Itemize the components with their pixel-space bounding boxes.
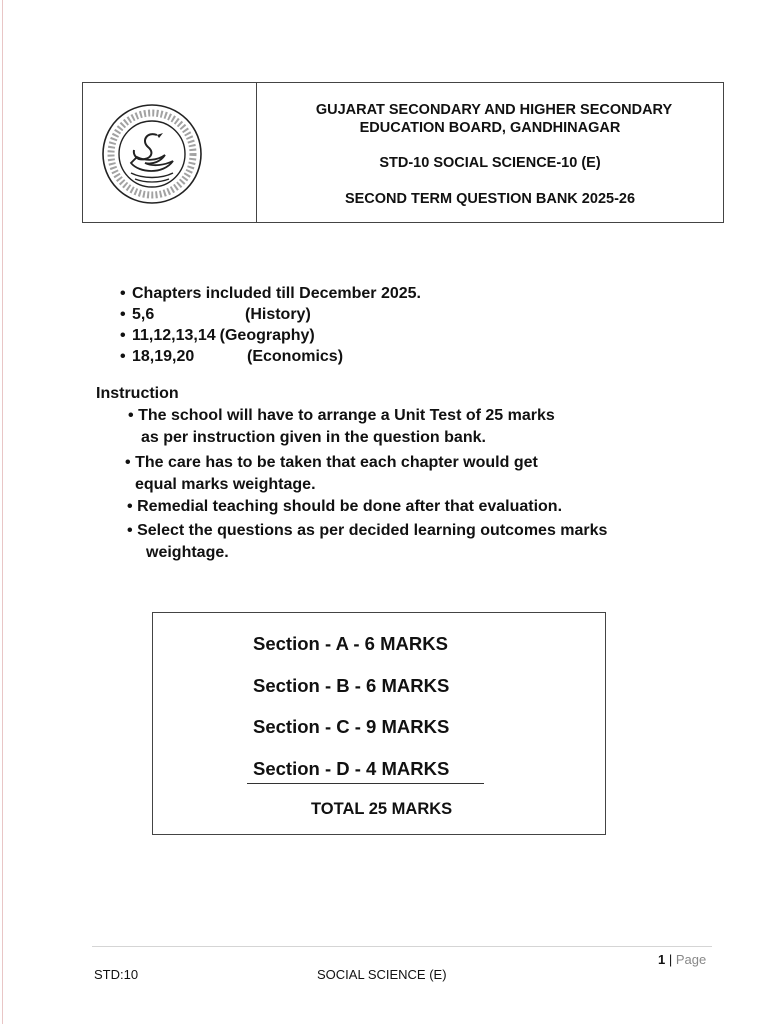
board-name-line1: GUJARAT SECONDARY AND HIGHER SECONDARY bbox=[315, 102, 673, 118]
bullet: • bbox=[125, 454, 131, 471]
logo-cell bbox=[83, 83, 257, 222]
footer-std: STD:10 bbox=[94, 967, 139, 982]
chapter-numbers: 11,12,13,14 bbox=[132, 327, 216, 344]
instruction-item: • The care has to be taken that each chapter would get equal marks weightage. bbox=[125, 454, 538, 493]
chapter-item-geography bbox=[120, 325, 421, 346]
chapter-subject: (Geography) bbox=[219, 327, 315, 344]
subject-title: STD-10 SOCIAL SCIENCE-10 (E) bbox=[379, 155, 601, 171]
instruction-item: • The school will have to arrange a Unit Test of 25 marks as per instruction given in the question bank. bbox=[128, 407, 555, 446]
page-number: 1 | Page bbox=[658, 952, 707, 967]
bullet: • bbox=[127, 522, 133, 539]
board-name-line2: EDUCATION BOARD, GANDHINAGAR bbox=[359, 120, 621, 136]
chapter-subject: (Economics) bbox=[247, 348, 344, 365]
section-b-marks: Section - B - 6 MARKS bbox=[253, 675, 450, 696]
chapters-list bbox=[120, 283, 421, 367]
footer-divider bbox=[92, 946, 712, 947]
bullet: • bbox=[128, 407, 134, 424]
section-c-marks: Section - C - 9 MARKS bbox=[253, 716, 450, 737]
bullet: • bbox=[127, 498, 133, 515]
total-divider bbox=[247, 783, 484, 784]
bullet: • bbox=[120, 348, 126, 365]
board-seal-swan-icon bbox=[101, 103, 203, 205]
total-marks: TOTAL 25 MARKS bbox=[311, 800, 453, 818]
chapter-numbers: 5,6 bbox=[132, 306, 155, 323]
chapter-item-history bbox=[120, 304, 421, 325]
chapters-intro: • Chapters included till December 2025. bbox=[120, 285, 421, 302]
header-text bbox=[257, 83, 723, 222]
page-edge-line bbox=[2, 0, 3, 1024]
bullet: • bbox=[120, 285, 126, 302]
instruction-item: • Select the questions as per decided learning outcomes marks weightage. bbox=[127, 522, 608, 561]
instruction-item: • Remedial teaching should be done after that evaluation. bbox=[127, 498, 563, 515]
header-box bbox=[82, 82, 724, 223]
marks-distribution-box bbox=[152, 612, 606, 835]
question-bank-title: SECOND TERM QUESTION BANK 2025-26 bbox=[344, 191, 636, 207]
chapter-item-economics bbox=[120, 346, 421, 367]
instruction-heading: Instruction bbox=[96, 385, 179, 402]
chapter-numbers: 18,19,20 bbox=[132, 348, 195, 365]
footer-subject: SOCIAL SCIENCE (E) bbox=[317, 967, 447, 982]
chapter-subject: (History) bbox=[245, 306, 311, 323]
bullet: • bbox=[120, 327, 126, 344]
section-d-marks: Section - D - 4 MARKS bbox=[253, 758, 450, 779]
bullet: • bbox=[120, 306, 126, 323]
section-a-marks: Section - A - 6 MARKS bbox=[253, 633, 448, 654]
